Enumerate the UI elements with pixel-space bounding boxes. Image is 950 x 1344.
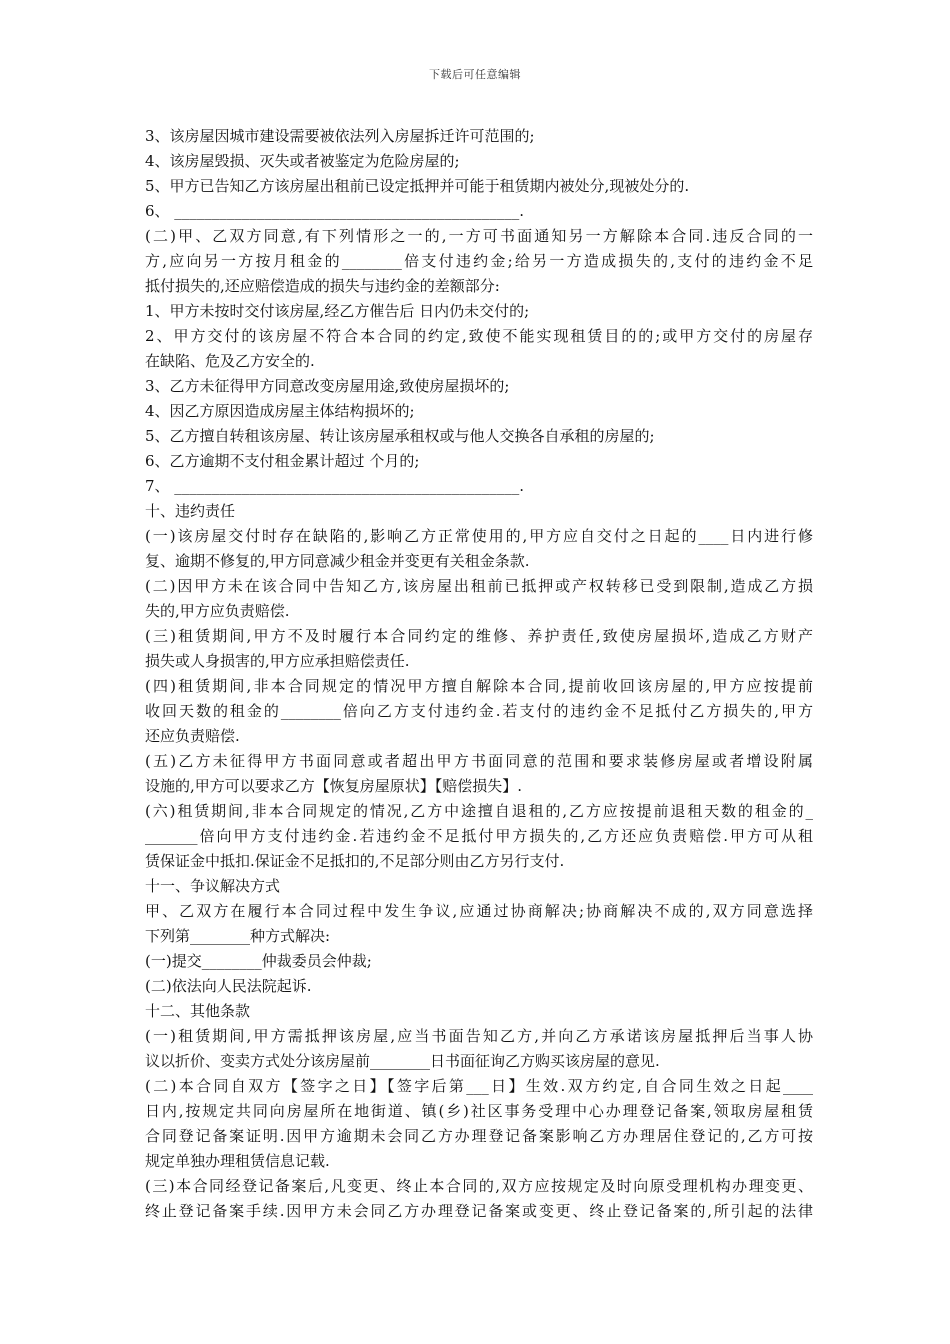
text-line: 2、甲方交付的该房屋不符合本合同的约定,致使不能实现租赁目的的;或甲方交付的房屋存 <box>145 327 813 345</box>
text-line: 4、因乙方原因造成房屋主体结构损坏的; <box>145 402 415 420</box>
text-line: 6、 ______________________________________________. <box>145 202 525 220</box>
page-header: 下载后可任意编辑 <box>429 68 521 81</box>
text-line: 十一、争议解决方式 <box>145 877 281 895</box>
text-line: 抵付损失的,还应赔偿造成的损失与违约金的差额部分: <box>145 277 500 295</box>
text-line: (三)租赁期间,甲方不及时履行本合同约定的维修、养护责任,致使房屋损坏,造成乙方财产 <box>145 627 813 645</box>
text-line: (一)租赁期间,甲方需抵押该房屋,应当书面告知乙方,并向乙方承诺该房屋抵押后当事人协 <box>145 1027 813 1045</box>
document-body <box>145 124 813 1224</box>
text-line: 1、甲方未按时交付该房屋,经乙方催告后 日内仍未交付的; <box>145 302 530 320</box>
text-line: 甲、乙双方在履行本合同过程中发生争议,应通过协商解决;协商解决不成的,双方同意选择 <box>145 902 813 920</box>
text-line: (二)本合同自双方【签字之日】【签字后第___日】生效.双方约定,自合同生效之日起____ <box>145 1077 813 1095</box>
text-line: 7、 ______________________________________________. <box>145 477 525 495</box>
text-line: 6、乙方逾期不支付租金累计超过 个月的; <box>145 452 420 470</box>
text-line: 5、甲方已告知乙方该房屋出租前已设定抵押并可能于租赁期内被处分,现被处分的. <box>145 177 690 195</box>
text-line: 失的,甲方应负责赔偿. <box>145 602 290 620</box>
text-line: 规定单独办理租赁信息记载. <box>145 1152 330 1170</box>
text-line: 赁保证金中抵扣.保证金不足抵扣的,不足部分则由乙方另行支付. <box>145 852 565 870</box>
text-line: 十二、其他条款 <box>145 1002 251 1020</box>
text-line: (四)租赁期间,非本合同规定的情况甲方擅自解除本合同,提前收回该房屋的,甲方应按提前 <box>145 677 813 695</box>
text-line: 4、该房屋毁损、灭失或者被鉴定为危险房屋的; <box>145 152 460 170</box>
text-line: 方,应向另一方按月租金的________倍支付违约金;给另一方造成损失的,支付的违约金不足 <box>145 252 813 270</box>
text-line: 5、乙方擅自转租该房屋、转让该房屋承租权或与他人交换各自承租的房屋的; <box>145 427 655 445</box>
text-line: (三)本合同经登记备案后,凡变更、终止本合同的,双方应按规定及时向原受理机构办理变更、 <box>145 1177 813 1195</box>
text-line: 设施的,甲方可以要求乙方【恢复房屋原状】【赔偿损失】. <box>145 777 523 795</box>
text-line: (二)因甲方未在该合同中告知乙方,该房屋出租前已抵押或产权转移已受到限制,造成乙方损 <box>145 577 813 595</box>
text-line: 还应负责赔偿. <box>145 727 240 745</box>
text-line: 3、该房屋因城市建设需要被依法列入房屋拆迁许可范围的; <box>145 127 535 145</box>
text-line: 损失或人身损害的,甲方应承担赔偿责任. <box>145 652 410 670</box>
text-line: 下列第________种方式解决: <box>145 927 331 945</box>
text-line: 议以折价、变卖方式处分该房屋前________日书面征询乙方购买该房屋的意见. <box>145 1052 660 1070</box>
text-line: (一)提交________仲裁委员会仲裁; <box>145 952 372 970</box>
text-line: 合同登记备案证明.因甲方逾期未会同乙方办理登记备案影响乙方办理居住登记的,乙方可按 <box>145 1127 813 1145</box>
text-line: 在缺陷、危及乙方安全的. <box>145 352 315 370</box>
text-line: 收回天数的租金的________倍向乙方支付违约金.若支付的违约金不足抵付乙方损失的,甲方 <box>145 702 813 720</box>
text-line: 十、违约责任 <box>145 502 236 520</box>
text-line: (六)租赁期间,非本合同规定的情况,乙方中途擅自退租的,乙方应按提前退租天数的租金的_ <box>145 802 813 820</box>
text-line: 日内,按规定共同向房屋所在地街道、镇(乡)社区事务受理中心办理登记备案,领取房屋租赁 <box>145 1102 813 1120</box>
text-line: (二)甲、乙双方同意,有下列情形之一的,一方可书面通知另一方解除本合同.违反合同的一 <box>145 227 813 245</box>
text-line: (一)该房屋交付时存在缺陷的,影响乙方正常使用的,甲方应自交付之日起的____日内进行修 <box>145 527 813 545</box>
text-line: 终止登记备案手续.因甲方未会同乙方办理登记备案或变更、终止登记备案的,所引起的法律 <box>145 1202 813 1220</box>
text-line: (五)乙方未征得甲方书面同意或者超出甲方书面同意的范围和要求装修房屋或者增设附属 <box>145 752 813 770</box>
text-line: 3、乙方未征得甲方同意改变房屋用途,致使房屋损坏的; <box>145 377 510 395</box>
text-line: _______倍向甲方支付违约金.若违约金不足抵付甲方损失的,乙方还应负责赔偿.甲方可从租 <box>145 827 813 845</box>
text-line: (二)依法向人民法院起诉. <box>145 977 312 995</box>
text-line: 复、逾期不修复的,甲方同意减少租金并变更有关租金条款. <box>145 552 530 570</box>
